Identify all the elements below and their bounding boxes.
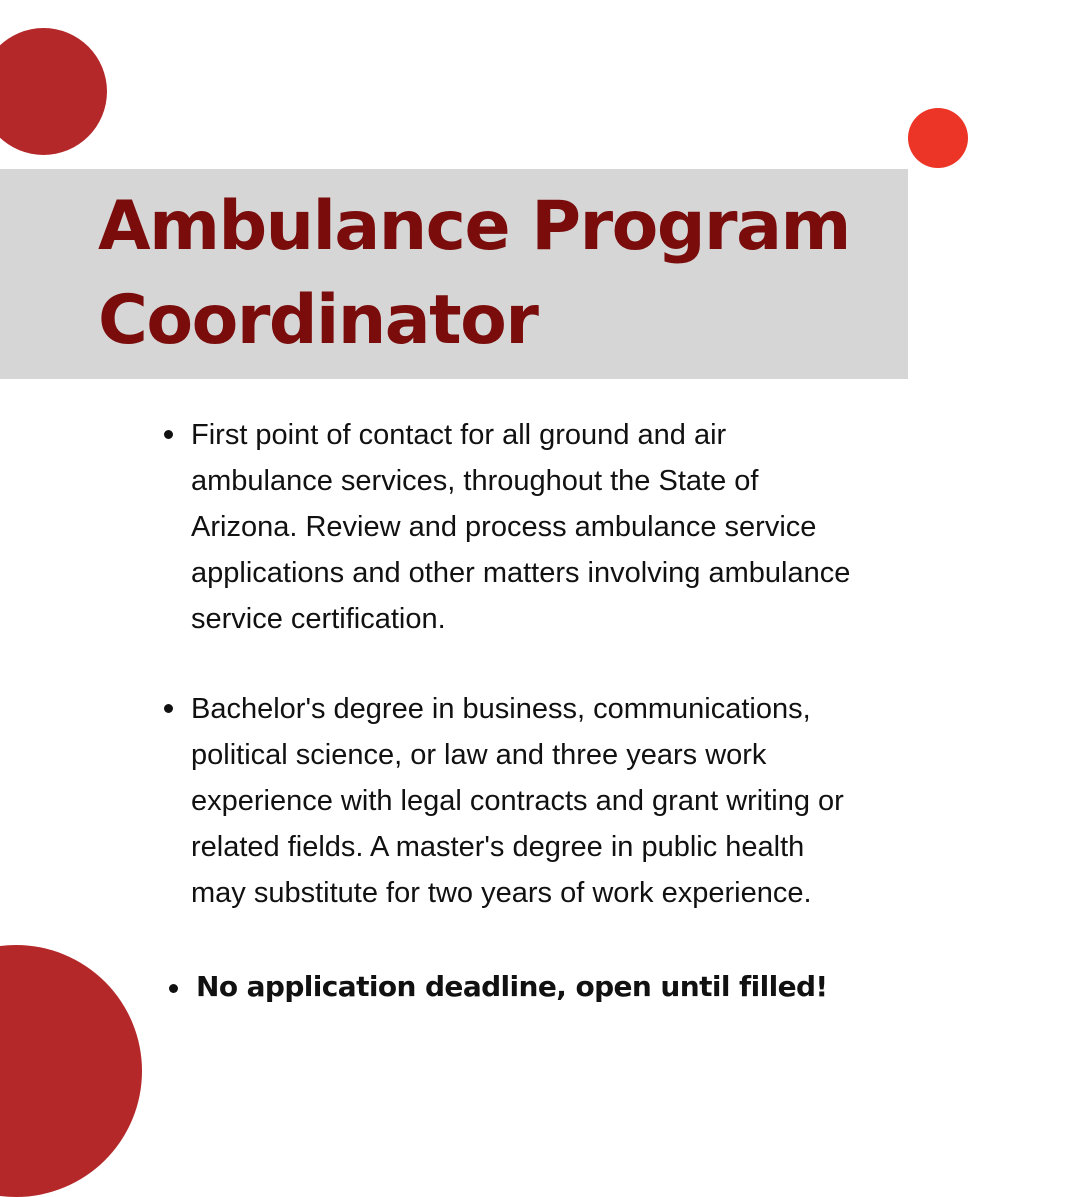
bullet-item-deadline	[196, 964, 976, 1010]
bullet-item-role-description	[191, 412, 971, 642]
bullet-line: No application deadline, open until filled!	[196, 970, 828, 1003]
bullet-dot-icon	[164, 430, 173, 439]
job-title-line-2: Coordinator	[98, 281, 538, 360]
bullet-line: political science, or law and three years work	[191, 739, 767, 771]
bullet-line: Arizona. Review and process ambulance service	[191, 511, 817, 543]
bullet-dot-icon	[164, 704, 173, 713]
job-title-line-1: Ambulance Program	[98, 187, 850, 266]
bullet-line: ambulance services, throughout the State of	[191, 465, 759, 497]
bullet-item-qualifications	[191, 686, 971, 916]
bullet-line: related fields. A master's degree in public health	[191, 831, 805, 863]
bullet-line: applications and other matters involving ambulance	[191, 557, 851, 589]
bullet-line: experience with legal contracts and grant writing or	[191, 785, 844, 817]
bullet-line: Bachelor's degree in business, communications,	[191, 693, 811, 725]
bullet-dot-icon	[169, 984, 178, 993]
bullet-line: may substitute for two years of work experience.	[191, 877, 812, 909]
bullet-line: First point of contact for all ground and air	[191, 419, 727, 451]
bullet-line: service certification.	[191, 603, 446, 635]
